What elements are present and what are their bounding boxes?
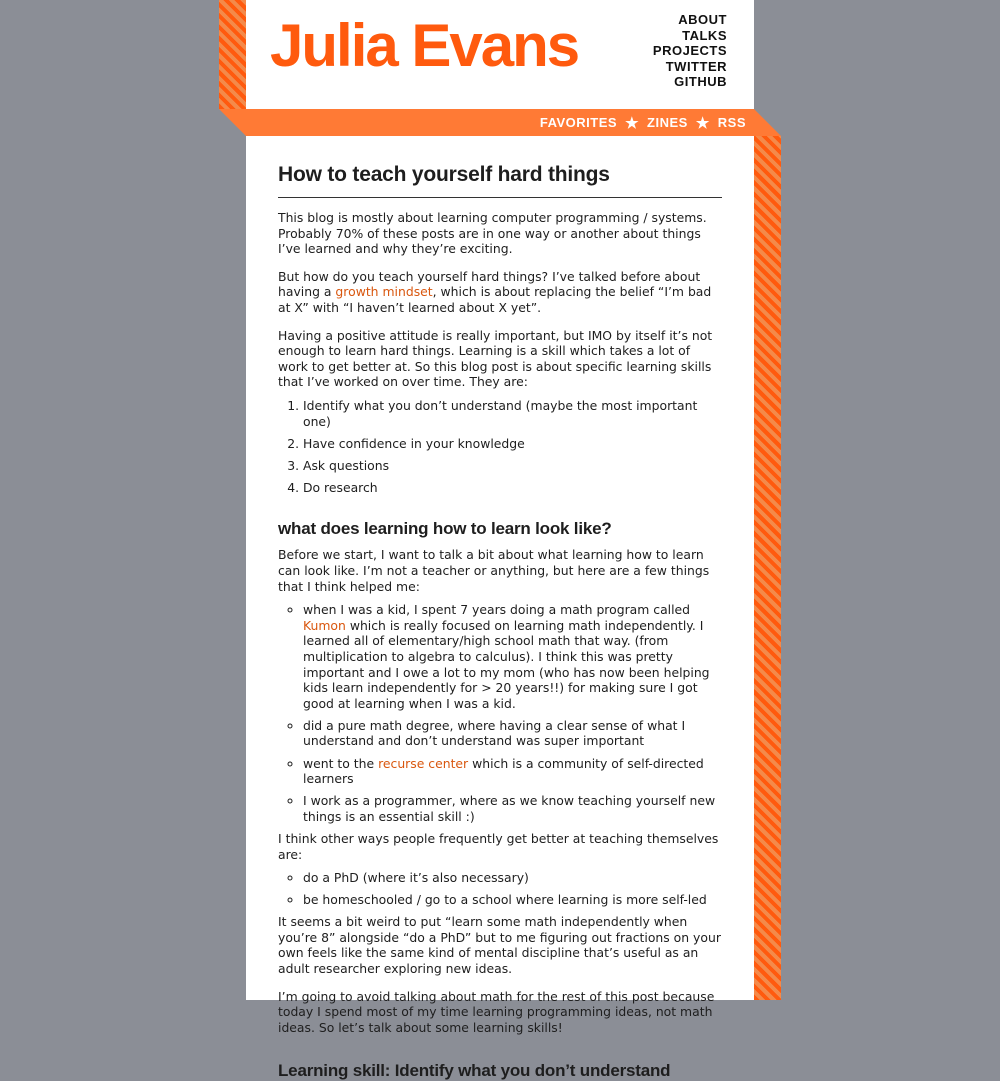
nav-projects-link[interactable]: PROJECTS	[652, 43, 727, 58]
nav-twitter-link[interactable]: TWITTER	[665, 58, 727, 74]
list-item: 3. Ask questions	[303, 458, 722, 474]
text: , which is about replacing the belief “I’m bad at X” with “I haven’t learned about X yet”.	[278, 284, 712, 315]
growth-mindset-link[interactable]: growth mindset	[335, 284, 433, 300]
star-icon: ★	[625, 114, 640, 132]
experience-list	[278, 602, 722, 824]
site-header	[246, 0, 754, 109]
skills-list	[278, 398, 722, 495]
site-title[interactable]: Julia Evans	[270, 12, 579, 79]
text: when I was a kid, I spent 7 years doing a math program called	[303, 602, 691, 618]
subnav-zines-link[interactable]: ZINES	[647, 115, 688, 130]
paragraph-learning-skills: Having a positive attitude is really important, but IMO by itself it’s not enough to learn hard things. Learning is a skill which takes a lot of work to get better at. So this blog post is about specific learning skills that I’ve worked on over time. They are:	[278, 327, 713, 390]
paragraph-math-discipline: It seems a bit weird to put “learn some math independently when you’re 8” alongside “do a PhD” but to me figuring out fractions on your own feels like the same kind of mental discipline that’s useful as an adult researcher exploring new ideas.	[278, 914, 721, 977]
section-heading: what does learning how to learn look like?	[278, 519, 612, 539]
post-content	[246, 136, 754, 1081]
subnav-rss-link[interactable]: RSS	[717, 115, 746, 130]
sub-nav	[540, 109, 746, 136]
list-item: 4. Do research	[303, 480, 722, 496]
paragraph-intro: This blog is mostly about learning computer programming / systems. Probably 70% of these posts are in one way or another about things I’ve learned and why they’re exciting.	[278, 210, 707, 257]
list-item	[303, 756, 722, 787]
list-item	[303, 602, 722, 711]
nav-github-link[interactable]: GITHUB	[674, 74, 727, 89]
paragraph-other-ways: I think other ways people frequently get better at teaching themselves are:	[278, 830, 719, 862]
list-item: ◦ I work as a programmer, where as we know teaching yourself new things is an essential skill :)	[303, 793, 722, 824]
text: But how do you teach yourself hard things? I’ve talked before about having a	[278, 268, 701, 300]
text: which is a community of self-directed learners	[303, 755, 704, 787]
nav-about-link[interactable]: ABOUT	[678, 12, 727, 27]
post-title: How to teach yourself hard things	[278, 162, 722, 198]
list-item: ◦ be homeschooled / go to a school where learning is more self-led	[303, 892, 722, 908]
list-item: 2. Have confidence in your knowledge	[303, 436, 722, 452]
nav-talks-link[interactable]: TALKS	[682, 27, 727, 43]
kumon-link[interactable]: Kumon	[303, 617, 346, 633]
subnav-favorites-link[interactable]: FAVORITES	[539, 115, 618, 130]
paragraph-avoid-math: I’m going to avoid talking about math for the rest of this post because today I spend most of my time learning programming ideas, not math ideas. So let’s talk about some learning skills!	[278, 988, 715, 1035]
decorative-stripe-right	[754, 136, 781, 1000]
decorative-stripe-left	[219, 0, 246, 109]
section-heading: Learning skill: Identify what you don’t understand	[278, 1061, 671, 1081]
list-item: 1. Identify what you don’t understand (maybe the most important one)	[303, 398, 722, 429]
other-ways-list	[278, 870, 722, 908]
paragraph-growth-mindset	[278, 269, 722, 316]
list-item: ◦ do a PhD (where it’s also necessary)	[303, 870, 722, 886]
star-icon: ★	[695, 114, 710, 132]
paragraph-before-we-start: Before we start, I want to talk a bit about what learning how to learn can look like. I’m not a teacher or anything, but here are a few things that I think helped me:	[278, 547, 710, 594]
text: went to the	[303, 755, 379, 771]
text: which is really focused on learning math independently. I learned all of elementary/high school math that way. (from multiplication to algebra to calculus). I think this was pretty important and I owe a lot to my mom (who has now been helping kids learn independently for > 20 years!!) for making sure I got good at learning when I was a kid.	[303, 617, 710, 711]
list-item: ◦ did a pure math degree, where having a clear sense of what I understand and don’t understand was super important	[303, 718, 722, 749]
main-nav	[653, 12, 727, 90]
recurse-center-link[interactable]: recurse center	[378, 755, 469, 771]
